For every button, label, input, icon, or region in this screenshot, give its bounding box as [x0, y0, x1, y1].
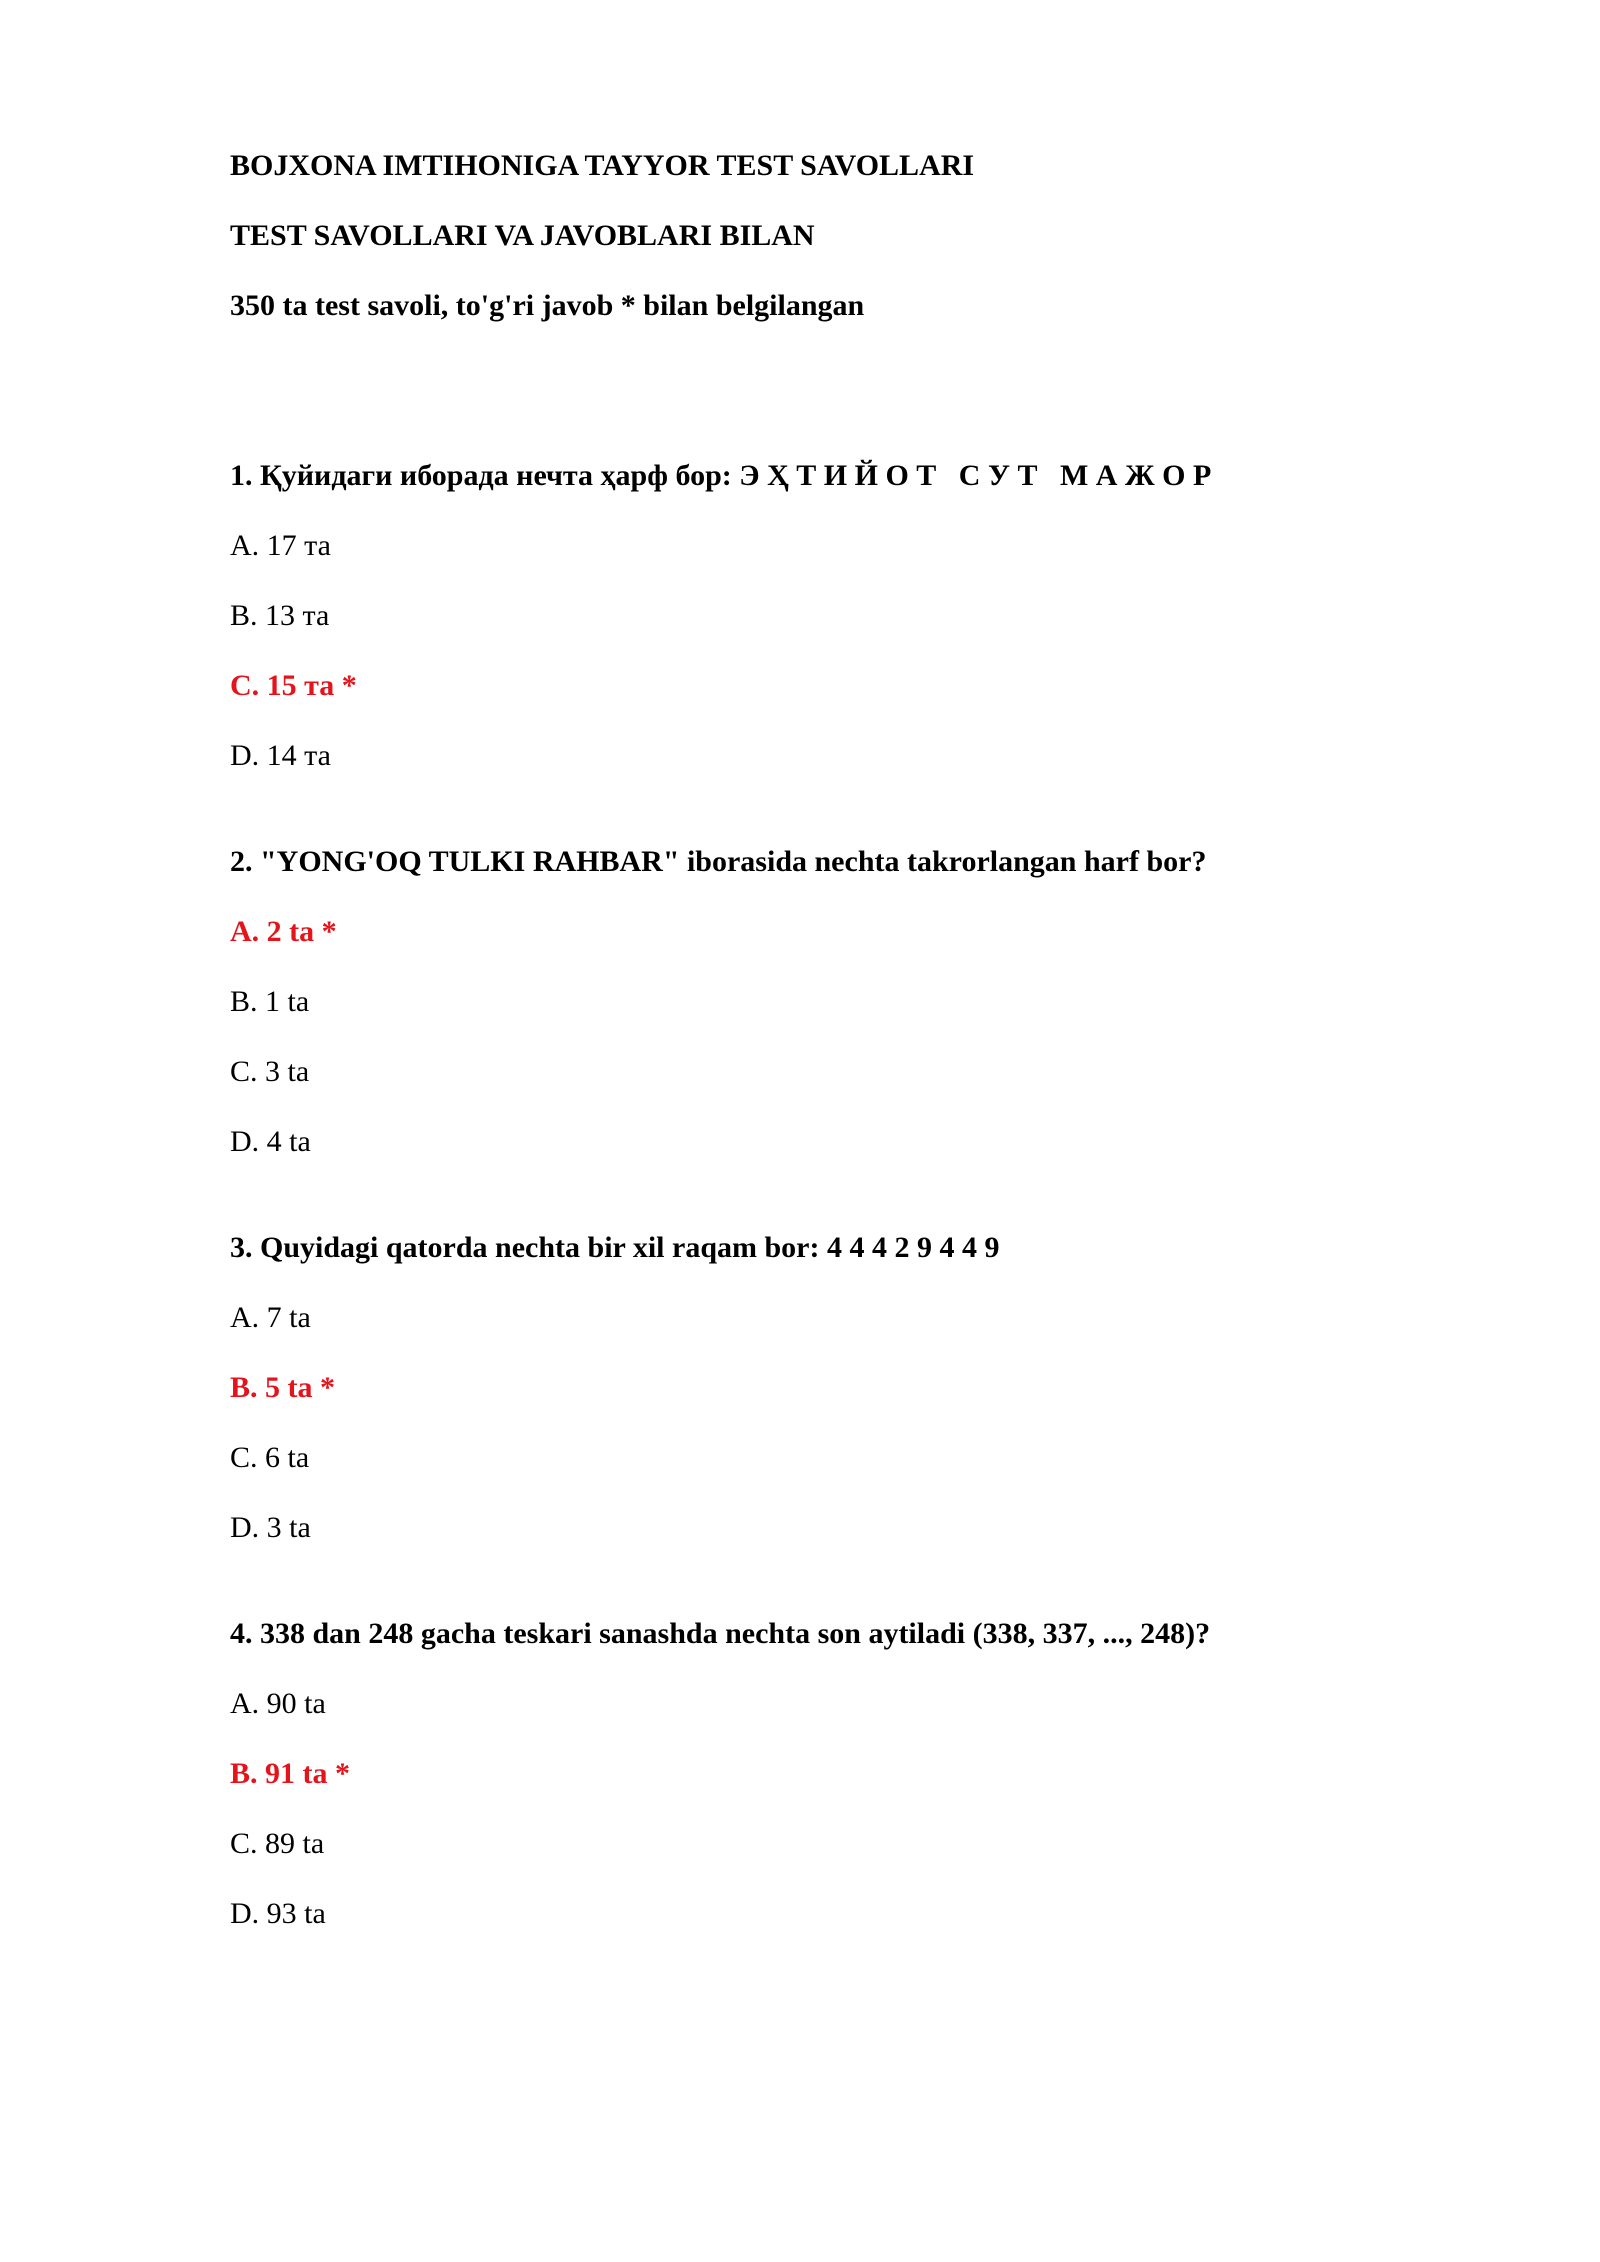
question-1: [230, 458, 1410, 774]
option-d: D. 93 ta: [230, 1897, 326, 1930]
question-4: [230, 1616, 1410, 1932]
option-c: C. 89 ta: [230, 1827, 325, 1860]
question-text: 3. Quyidagi qatorda nechta bir xil raqam bor: 4 4 4 2 9 4 4 9: [230, 1231, 1000, 1264]
option-a: A. 90 ta: [230, 1687, 326, 1720]
document-title: BOJXONA IMTIHONIGA TAYYOR TEST SAVOLLARI: [230, 149, 975, 182]
option-c: C. 3 ta: [230, 1055, 310, 1088]
option-d: D. 14 та: [230, 739, 331, 772]
document-content: [230, 148, 1410, 2002]
option-b-correct: B. 91 ta *: [230, 1757, 350, 1790]
option-b-correct: B. 5 ta *: [230, 1371, 335, 1404]
question-text: 2. "YONG'OQ TULKI RAHBAR" iborasida nechta takrorlangan harf bor?: [230, 845, 1207, 878]
document-subtitle: TEST SAVOLLARI VA JAVOBLARI BILAN: [230, 219, 815, 252]
question-text: 4. 338 dan 248 gacha teskari sanashda nechta son aytiladi (338, 337, ..., 248)?: [230, 1617, 1211, 1650]
option-c: C. 6 ta: [230, 1441, 310, 1474]
header-spacer: [230, 358, 1410, 458]
document-note: 350 ta test savoli, to'g'ri javob * bilan belgilangan: [230, 289, 865, 322]
option-b: B. 13 та: [230, 599, 330, 632]
option-a: A. 7 ta: [230, 1301, 311, 1334]
option-a-correct: A. 2 ta *: [230, 915, 337, 948]
option-d: D. 4 ta: [230, 1125, 311, 1158]
option-c-correct: C. 15 та *: [230, 669, 357, 702]
option-a: A. 17 та: [230, 529, 331, 562]
option-b: B. 1 ta: [230, 985, 310, 1018]
question-2: [230, 844, 1410, 1160]
question-text: 1. Қуйидаги иборада нечта ҳарф бор: Э Ҳ Т И Й О Т С У Т М А Ж О Р: [230, 459, 1212, 492]
option-d: D. 3 ta: [230, 1511, 311, 1544]
question-3: [230, 1230, 1410, 1546]
